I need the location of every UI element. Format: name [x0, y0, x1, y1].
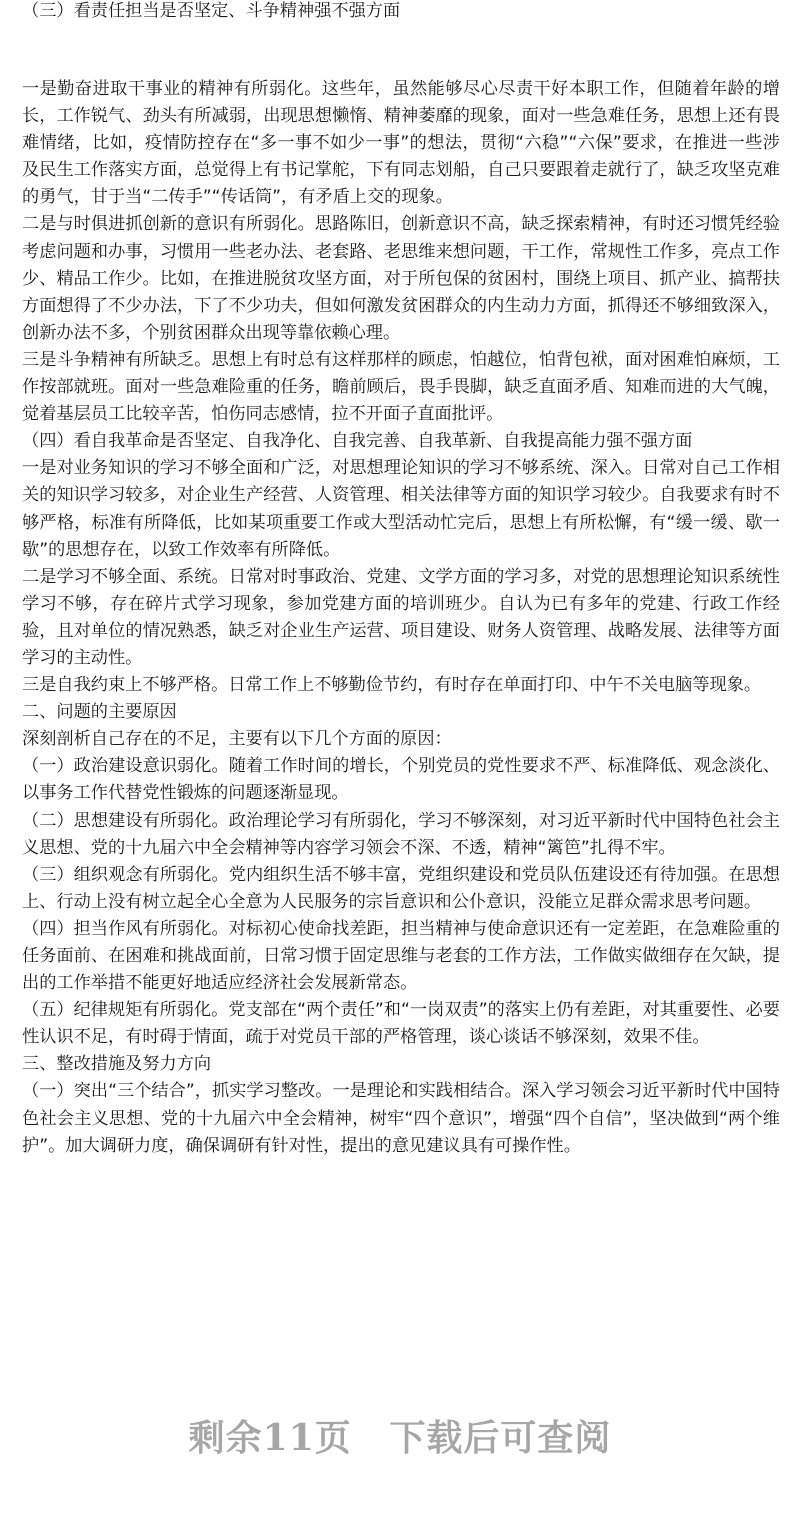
- paragraph: 三是自我约束上不够严格。日常工作上不够勤俭节约，有时存在单面打印、中午不关电脑等现象。: [22, 675, 762, 696]
- paragraph: （五）纪律规矩有所弱化。党支部在“两个责任”和“一岗双责”的落实上仍有差距，对其重要性、必要性认识不足，有时碍于情面，疏于对党员干部的严格管理，谈心谈话不够深刻，效果不佳。: [22, 1000, 780, 1048]
- section-title: 二、问题的主要原因: [22, 702, 177, 723]
- paragraph: 二是与时俱进抓创新的意识有所弱化。思路陈旧，创新意识不高，缺乏探索精神，有时还习惯凭经验考虑问题和办事，习惯用一些老办法、老套路、老思维来想问题，干工作，常规性工作多，亮点工作少、精品工作少。比如，在推进脱贫攻坚方面，对于所包保的贫困村，围绕上项目、抓产业、搞帮扶方面想得了不少办法，下了不少功夫，但如何激发贫困群众的内生动力方面，抓得还不够细致深入，创新办法不多，个别贫困群众出现等靠依赖心理。: [22, 214, 780, 343]
- download-to-view-label: 下载后可查阅: [389, 1417, 612, 1459]
- section-heading: （三）看责任担当是否坚定、斗争精神强不强方面: [22, 1, 401, 21]
- download-prompt[interactable]: [0, 1410, 800, 1461]
- paragraph: 深刻剖析自己存在的不足，主要有以下几个方面的原因：: [22, 729, 452, 750]
- section-title: 三、整改措施及努力方向: [22, 1054, 212, 1075]
- paragraph: （四）看自我革命是否坚定、自我净化、自我完善、自我革新、自我提高能力强不强方面: [22, 431, 693, 452]
- paragraph: （二）思想建设有所弱化。政治理论学习有所弱化，学习不够深刻，对习近平新时代中国特色社会主义思想、党的十九届六中全会精神等内容学习领会不深、不透，精神“篱笆”扎得不牢。: [22, 810, 780, 858]
- paragraph: 三是斗争精神有所缺乏。思想上有时总有这样那样的顾虑，怕越位，怕背包袱，面对困难怕麻烦，工作按部就班。面对一些急难险重的任务，瞻前顾后，畏手畏脚，缺乏直面矛盾、知难而进的大气魄，觉着基层员工比较辛苦，怕伤同志感情，拉不开面子直面批评。: [22, 349, 780, 425]
- paragraph: （四）担当作风有所弱化。对标初心使命找差距，担当精神与使命意识还有一定差距，在急难险重的任务面前、在困难和挑战面前，日常习惯于固定思维与老套的工作方法，工作做实做细存在欠缺，提出的工作举措不能更好地适应经济社会发展新常态。: [22, 918, 780, 994]
- paragraph: 一是勤奋进取干事业的精神有所弱化。这些年，虽然能够尽心尽责干好本职工作，但随着年龄的增长，工作锐气、劲头有所减弱，出现思想懒惰、精神萎靡的现象，面对一些急难任务，思想上还有畏难情绪，比如，疫情防控存在“多一事不如少一事”的想法，贯彻“六稳”“六保”要求，在推进一些涉及民生工作落实方面，总觉得上有书记掌舵，下有同志划船，自己只要跟着走就行了，缺乏攻坚克难的勇气，甘于当“二传手”“传话筒”，有矛盾上交的现象。: [22, 79, 780, 208]
- paragraph: 一是对业务知识的学习不够全面和广泛，对思想理论知识的学习不够系统、深入。日常对自己工作相关的知识学习较多，对企业生产经营、人资管理、相关法律等方面的知识学习较少。自我要求有时不够严格，标准有所降低，比如某项重要工作或大型活动忙完后，思想上有所松懈，有“缓一缓、歇一歇”的思想存在，以致工作效率有所降低。: [22, 458, 780, 560]
- document-body: [22, 76, 780, 1160]
- paragraph: （一）政治建设意识弱化。随着工作时间的增长，个别党员的党性要求不严、标准降低、观念淡化、以事务工作代替党性锻炼的问题逐渐显现。: [22, 756, 780, 804]
- remaining-pages-label: 剩余11页: [188, 1417, 352, 1459]
- paragraph: （三）组织观念有所弱化。党内组织生活不够丰富，党组织建设和党员队伍建设还有待加强。在思想上、行动上没有树立起全心全意为人民服务的宗旨意识和公仆意识，没能立足群众需求思考问题。: [22, 864, 780, 912]
- paragraph: 二是学习不够全面、系统。日常对时事政治、党建、文学方面的学习多，对党的思想理论知识系统性学习不够，存在碎片式学习现象，参加党建方面的培训班少。自认为已有多年的党建、行政工作经验，且对单位的情况熟悉，缺乏对企业生产运营、项目建设、财务人资管理、战略发展、法律等方面学习的主动性。: [22, 566, 780, 668]
- paragraph: （一）突出“三个结合”，抓实学习整改。一是理论和实践相结合。深入学习领会习近平新时代中国特色社会主义思想、党的十九届六中全会精神，树牢“四个意识”，增强“四个自信”，坚决做到“两个维护”。加大调研力度，确保调研有针对性，提出的意见建议具有可操作性。: [22, 1081, 780, 1156]
